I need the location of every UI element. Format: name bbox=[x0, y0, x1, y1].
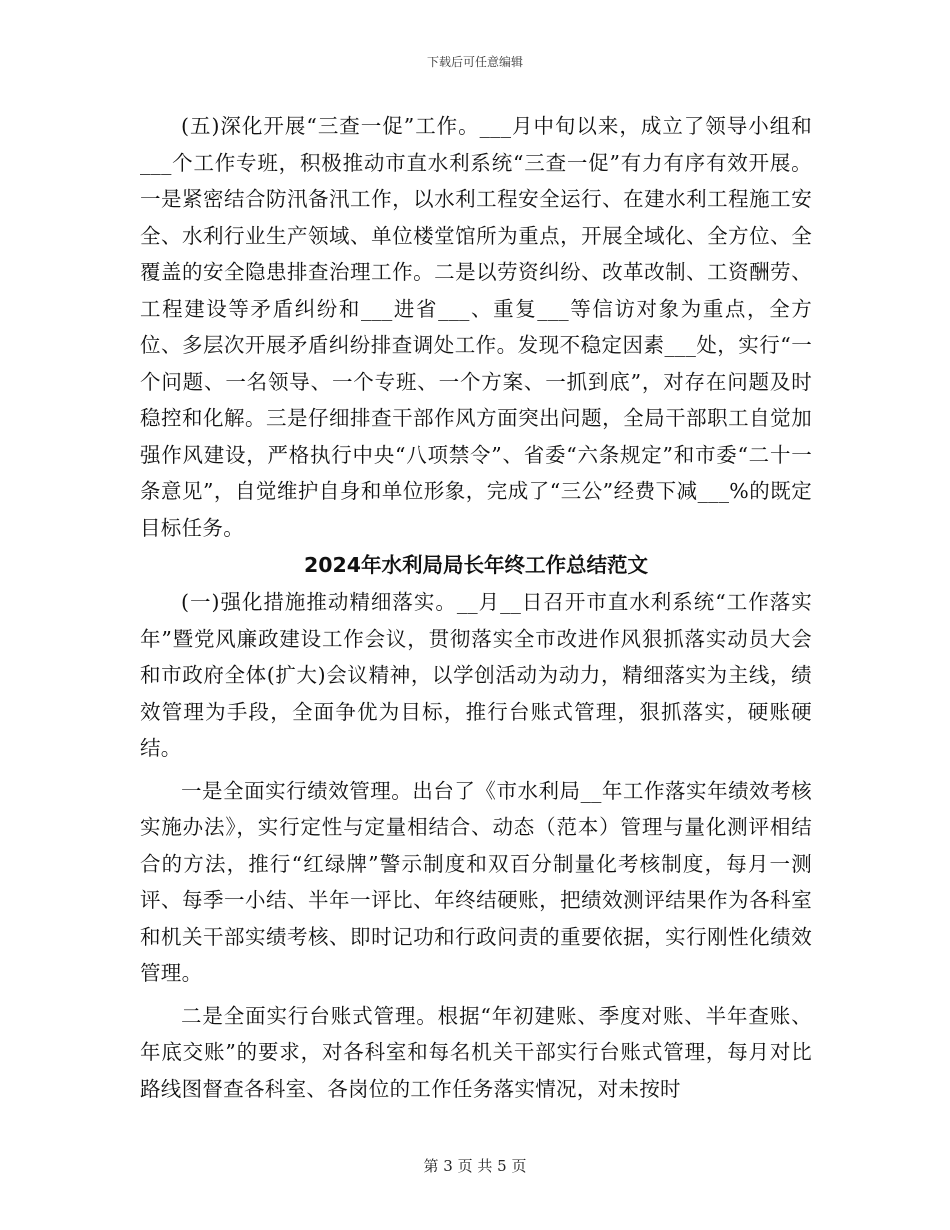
document-title: 2024年水利局局长年终工作总结范文 bbox=[303, 553, 649, 577]
paragraph-five: (五)深化开展“三查一促”工作。___月中旬以来，成立了领导小组和___个工作专班，积极推动市直水利系统“三查一促”有力有序有效开展。一是紧密结合防汛备汛工作，以水利工程安全运行、在建水利工程施工安全、水利行业生产领域、单位楼堂馆所为重点，开展全域化、全方位、全覆盖的安全隐患排查治理工作。二是以劳资纠纷、改革改制、工资酬劳、工程建设等矛盾纠纷和___进省___、重复___等信访对象为重点，全方位、多层次开展矛盾纠纷排查调处工作。发现不稳定因素___处，实行“一个问题、一名领导、一个专班、一个方案、一抓到底”，对存在问题及时稳控和化解。三是仔细排查干部作风方面突出问题，全局干部职工自觉加强作风建设，严格执行中央“八项禁令”、省委“六条规定”和市委“二十一条意见”，自觉维护自身和单位形象，完成了“三公”经费下减___%的既定目标任务。 bbox=[140, 114, 812, 540]
paragraph-ledger: 二是全面实行台账式管理。根据“年初建账、季度对账、半年查账、年底交账”的要求，对各科室和每名机关干部实行台账式管理，每月对比路线图督查各科室、各岗位的工作任务落实情况，对未按时 bbox=[140, 1003, 812, 1101]
page-footer: 第 3 页 共 5 页 bbox=[423, 1157, 527, 1175]
document-body bbox=[140, 108, 812, 1107]
page-header: 下载后可任意编辑 bbox=[426, 55, 523, 69]
paragraph-performance: 一是全面实行绩效管理。出台了《市水利局__年工作落实年绩效考核实施办法》，实行定性与定量相结合、动态（范本）管理与量化测评相结合的方法，推行“红绿牌”警示制度和双百分制量化考核制度，每月一测评、每季一小结、半年一评比、年终结硬账，把绩效测评结果作为各科室和机关干部实绩考核、即时记功和行政问责的重要依据，实行刚性化绩效管理。 bbox=[140, 778, 812, 985]
paragraph-one: (一)强化措施推动精细落实。__月__日召开市直水利系统“工作落实年”暨党风廉政建设工作会议，贯彻落实全市改进作风狠抓落实动员大会和市政府全体(扩大)会议精神，以学创活动为动力，精细落实为主线，绩效管理为手段，全面争优为目标，推行台账式管理，狠抓落实，硬账硬结。 bbox=[140, 590, 812, 760]
